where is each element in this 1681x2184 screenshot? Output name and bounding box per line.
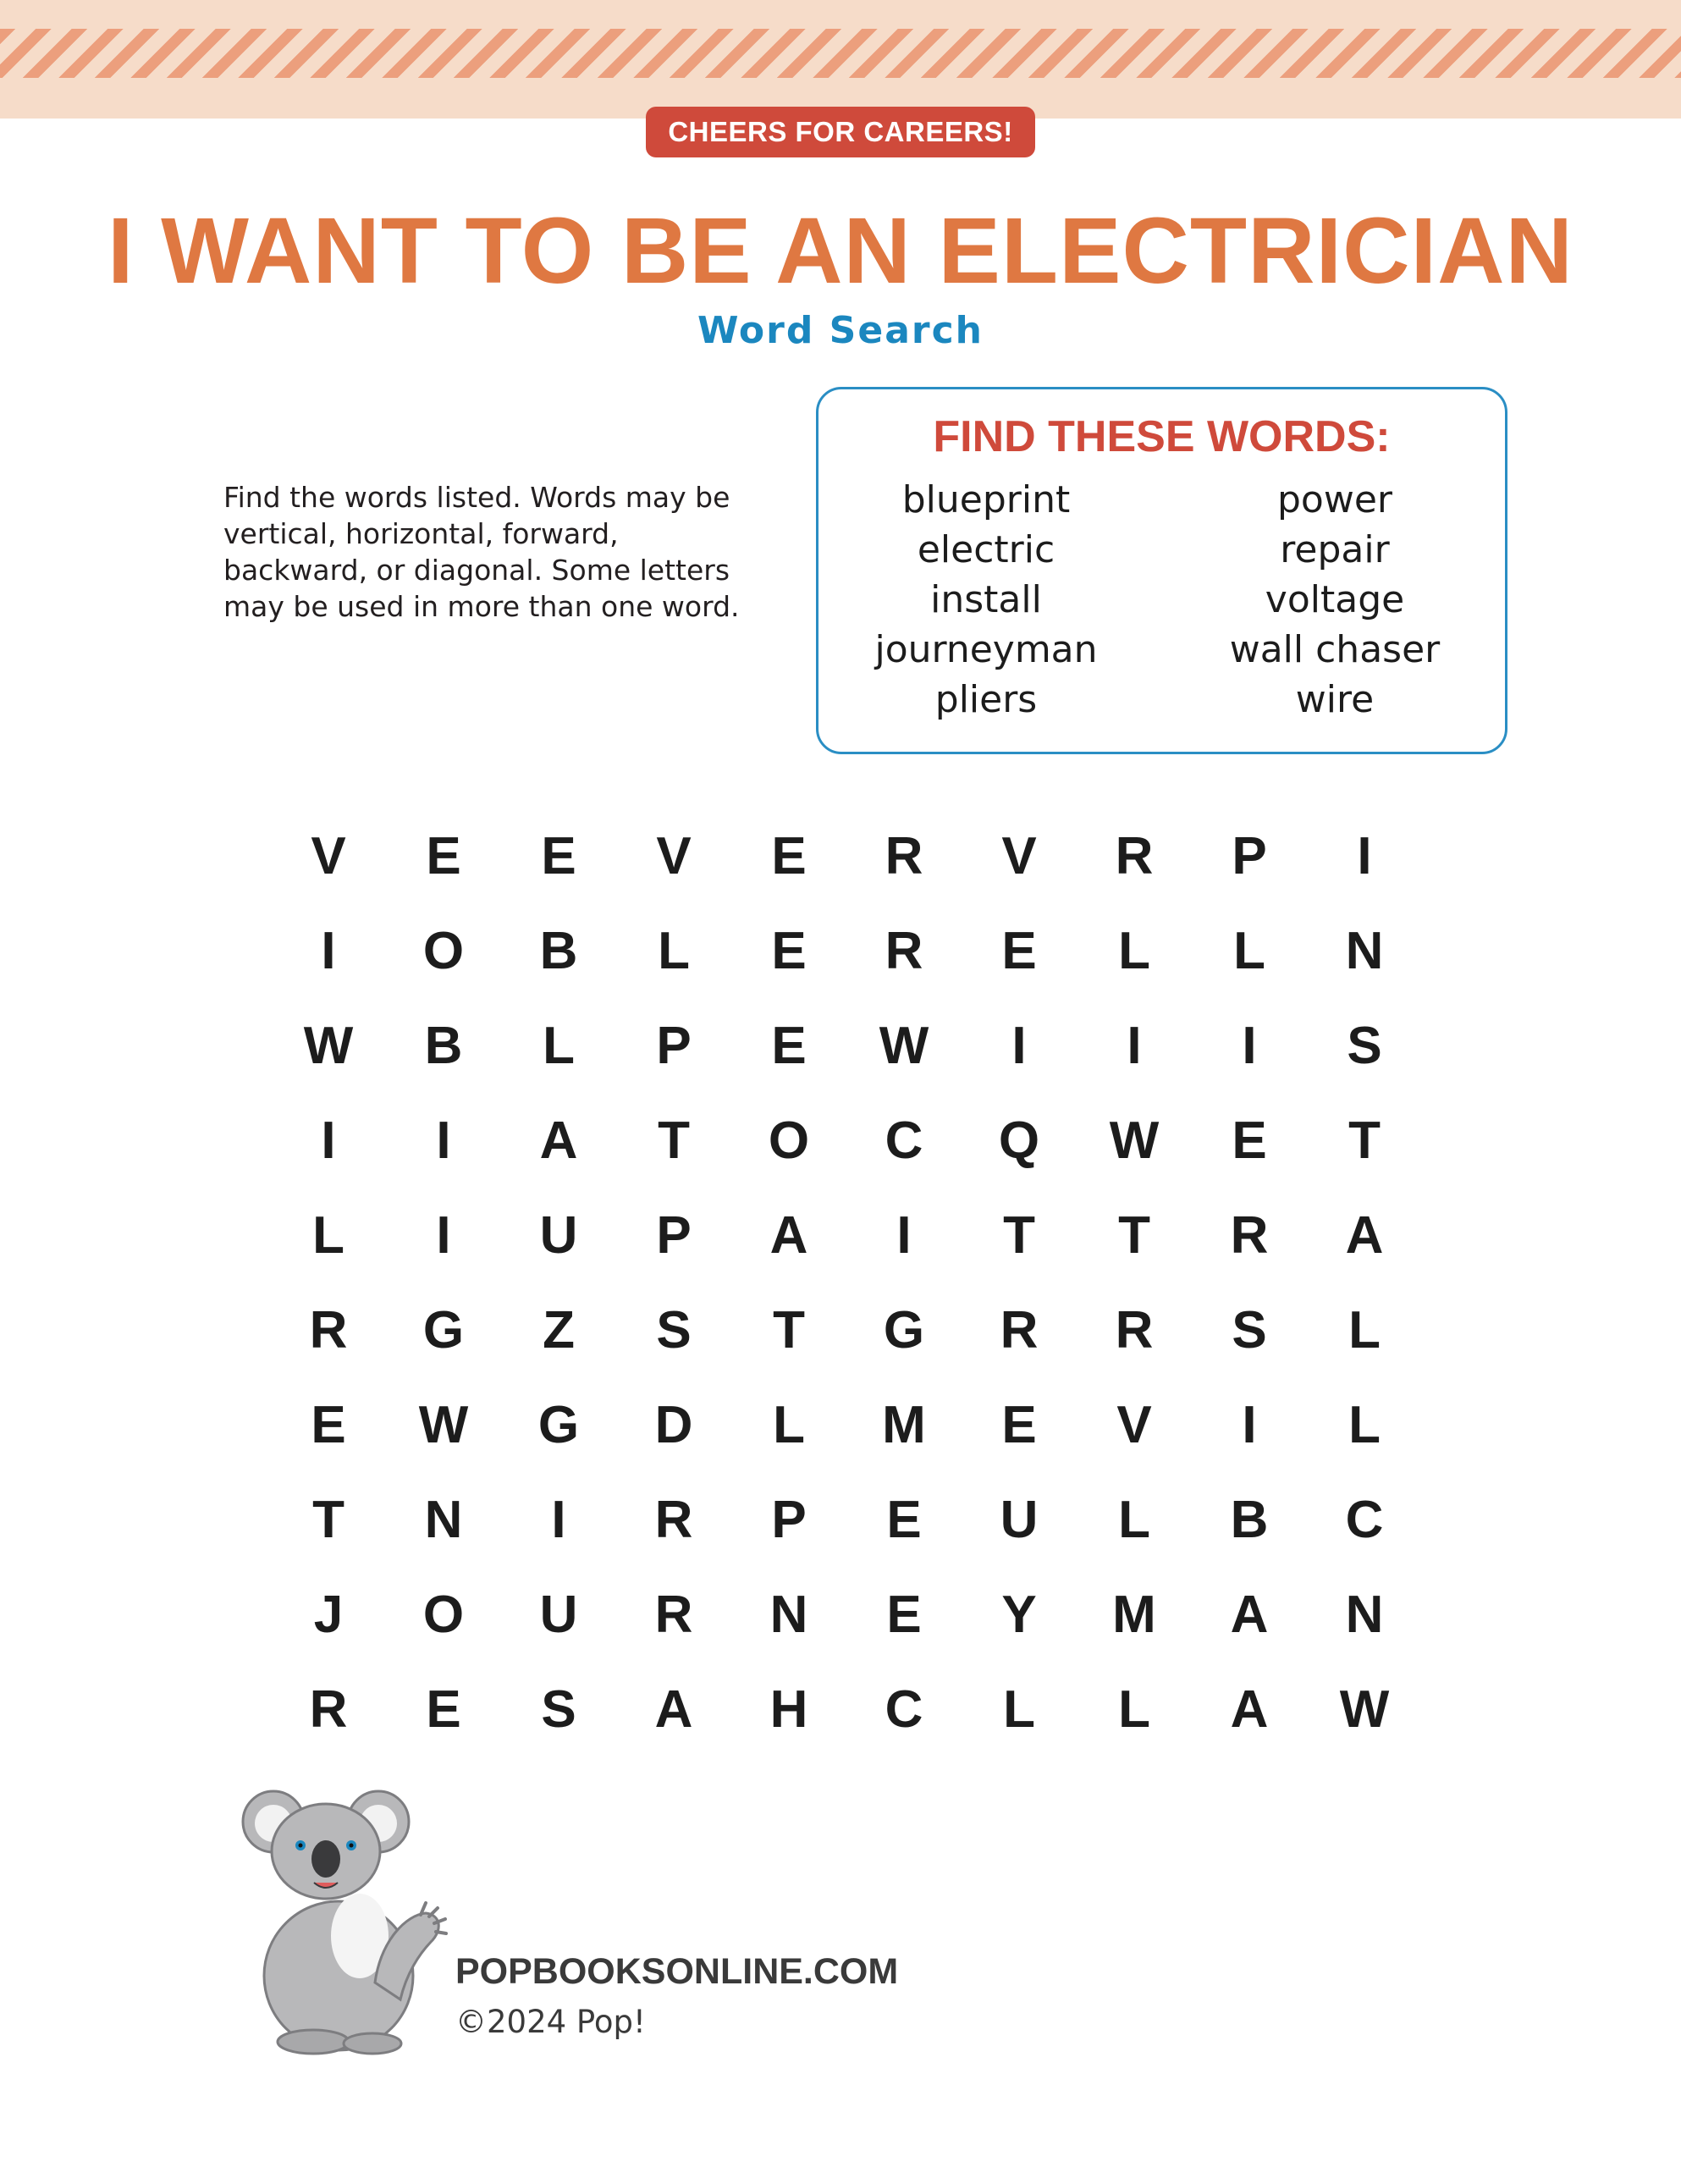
grid-letter: I <box>1127 1016 1142 1075</box>
grid-letter: T <box>1348 1111 1381 1170</box>
word-item: repair <box>1280 528 1390 571</box>
grid-letter: V <box>656 826 692 885</box>
koala-icon <box>233 1788 461 2059</box>
grid-letter: Q <box>998 1111 1040 1170</box>
grid-letter: L <box>1003 1679 1035 1739</box>
grid-letter: I <box>1011 1016 1027 1075</box>
grid-letter: E <box>771 1016 807 1075</box>
grid-letter: R <box>1230 1205 1269 1265</box>
grid-letter: N <box>1345 1585 1384 1644</box>
grid-letter: V <box>311 826 346 885</box>
grid-letter: A <box>539 1111 578 1170</box>
grid-letter: R <box>309 1300 348 1359</box>
grid-letter: L <box>1118 1490 1150 1549</box>
grid-letter: T <box>1003 1205 1035 1265</box>
word-item: voltage <box>1265 578 1405 621</box>
grid-letter: Y <box>1001 1585 1037 1644</box>
grid-letter: H <box>769 1679 808 1739</box>
grid-letter: I <box>1242 1395 1257 1454</box>
site-url: POPBOOKSONLINE.COM <box>455 1951 899 1992</box>
grid-letter: E <box>1001 921 1037 980</box>
grid-letter: U <box>539 1205 578 1265</box>
grid-letter: I <box>551 1490 566 1549</box>
grid-letter: C <box>1345 1490 1384 1549</box>
page-title: I WANT TO BE AN ELECTRICIAN <box>107 199 1574 303</box>
grid-letter: R <box>1000 1300 1039 1359</box>
grid-letter: I <box>1242 1016 1257 1075</box>
grid-letter: S <box>541 1679 576 1739</box>
grid-letter: V <box>1116 1395 1152 1454</box>
word-item: wall chaser <box>1229 628 1441 671</box>
grid-letter: W <box>879 1016 929 1075</box>
grid-letter: A <box>1230 1679 1269 1739</box>
grid-letter: T <box>1118 1205 1150 1265</box>
grid-letter: I <box>436 1205 451 1265</box>
word-list-right-column <box>1191 475 1479 725</box>
word-list-left-column <box>842 475 1130 725</box>
grid-letter: B <box>1230 1490 1269 1549</box>
grid-letter: E <box>1232 1111 1267 1170</box>
grid-letter: S <box>1232 1300 1267 1359</box>
grid-letter: M <box>1112 1585 1156 1644</box>
grid-letter: E <box>771 826 807 885</box>
grid-letter: L <box>543 1016 575 1075</box>
grid-letter: O <box>422 921 465 980</box>
word-item: electric <box>917 528 1055 571</box>
grid-letter: U <box>539 1585 578 1644</box>
grid-letter: L <box>1348 1395 1381 1454</box>
word-item: install <box>930 578 1042 621</box>
grid-letter: O <box>422 1585 465 1644</box>
grid-letter: E <box>311 1395 346 1454</box>
grid-letter: E <box>771 921 807 980</box>
category-badge: CHEERS FOR CAREERS! <box>646 107 1035 157</box>
grid-letter: G <box>537 1395 580 1454</box>
grid-letter: R <box>309 1679 348 1739</box>
copyright-text: ©2024 Pop! <box>455 2004 646 2040</box>
grid-letter: R <box>1115 1300 1154 1359</box>
grid-letter: E <box>1001 1395 1037 1454</box>
grid-letter: I <box>321 921 336 980</box>
grid-letter: S <box>656 1300 692 1359</box>
grid-letter: W <box>303 1016 354 1075</box>
grid-letter: N <box>769 1585 808 1644</box>
page-subtitle: Word Search <box>697 309 984 352</box>
word-item: power <box>1277 478 1392 521</box>
grid-letter: M <box>882 1395 926 1454</box>
word-list-title: FIND THESE WORDS: <box>933 412 1391 461</box>
grid-letter: I <box>1357 826 1372 885</box>
grid-letter: L <box>773 1395 805 1454</box>
grid-letter: R <box>885 826 923 885</box>
grid-letter: P <box>771 1490 807 1549</box>
grid-letter: I <box>896 1205 912 1265</box>
grid-letter: I <box>436 1111 451 1170</box>
grid-letter: J <box>313 1585 344 1644</box>
grid-letter: S <box>1347 1016 1382 1075</box>
grid-letter: A <box>769 1205 808 1265</box>
grid-letter: R <box>1115 826 1154 885</box>
grid-letter: V <box>1001 826 1037 885</box>
grid-letter: L <box>1118 921 1150 980</box>
grid-letter: O <box>768 1111 810 1170</box>
word-list-box <box>816 387 1507 754</box>
grid-letter: L <box>658 921 690 980</box>
grid-letter: E <box>541 826 576 885</box>
word-item: journeyman <box>874 628 1098 671</box>
grid-letter: C <box>885 1111 923 1170</box>
grid-letter: B <box>424 1016 463 1075</box>
grid-letter: A <box>1230 1585 1269 1644</box>
word-item: pliers <box>934 678 1038 721</box>
instructions-text: Find the words listed. Words may be vertical, horizontal, forward, backward, or diagonal. Some letters may be used in more than one word. <box>223 481 740 623</box>
grid-letter: L <box>312 1205 344 1265</box>
grid-letter: W <box>1339 1679 1390 1739</box>
grid-letter: L <box>1233 921 1265 980</box>
grid-letter: G <box>883 1300 925 1359</box>
grid-letter: G <box>422 1300 465 1359</box>
word-item: blueprint <box>901 478 1071 521</box>
grid-letter: E <box>426 1679 461 1739</box>
grid-letter: E <box>886 1490 922 1549</box>
grid-letter: P <box>656 1016 692 1075</box>
grid-letter: E <box>886 1585 922 1644</box>
letter-grid <box>271 808 1422 1757</box>
grid-letter: L <box>1348 1300 1381 1359</box>
top-banner <box>0 0 1681 119</box>
grid-letter: R <box>885 921 923 980</box>
grid-letter: L <box>1118 1679 1150 1739</box>
grid-letter: N <box>424 1490 463 1549</box>
grid-letter: Z <box>543 1300 575 1359</box>
grid-letter: W <box>418 1395 469 1454</box>
grid-letter: B <box>539 921 578 980</box>
grid-letter: T <box>312 1490 344 1549</box>
grid-letter: W <box>1109 1111 1160 1170</box>
grid-letter: R <box>654 1585 693 1644</box>
grid-letter: T <box>773 1300 805 1359</box>
grid-letter: R <box>654 1490 693 1549</box>
striped-band <box>0 29 1681 78</box>
grid-letter: P <box>1232 826 1267 885</box>
grid-letter: P <box>656 1205 692 1265</box>
grid-letter: D <box>654 1395 693 1454</box>
grid-letter: C <box>885 1679 923 1739</box>
grid-letter: U <box>1000 1490 1039 1549</box>
grid-letter: T <box>658 1111 690 1170</box>
grid-letter: A <box>654 1679 693 1739</box>
grid-letter: N <box>1345 921 1384 980</box>
grid-letter: A <box>1345 1205 1384 1265</box>
grid-letter: I <box>321 1111 336 1170</box>
word-item: wire <box>1295 678 1375 721</box>
grid-letter: E <box>426 826 461 885</box>
